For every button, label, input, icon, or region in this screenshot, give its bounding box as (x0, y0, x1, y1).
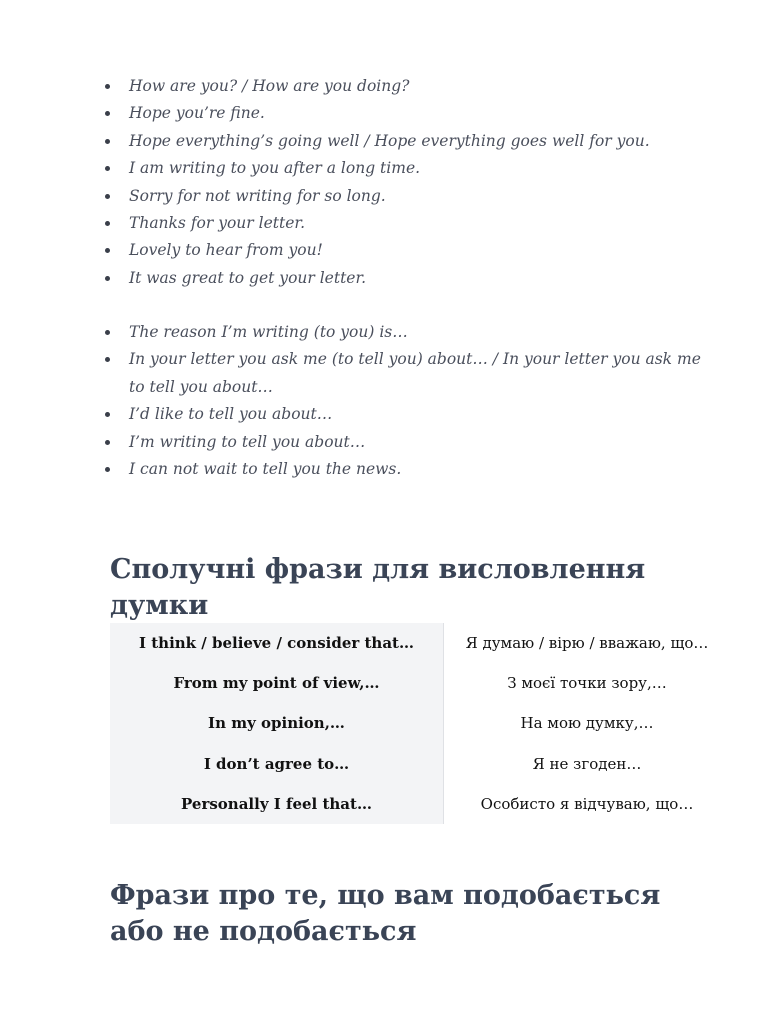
bullet-icon (105, 467, 110, 472)
list-item: Hope everything’s going well / Hope everything goes well for you. (0, 128, 768, 155)
ukrainian-translation: На мою думку,… (444, 703, 731, 743)
english-phrase: I think / believe / consider that… (110, 623, 444, 663)
table-row (110, 744, 730, 784)
bullet-icon (105, 276, 110, 281)
english-phrase: I don’t agree to… (110, 744, 444, 784)
list-item: Sorry for not writing for so long. (0, 183, 768, 210)
ukrainian-translation: З моєї точки зору,… (444, 663, 731, 703)
bullet-icon (105, 194, 110, 199)
bullet-icon (105, 412, 110, 417)
opinion-phrases-table (110, 623, 730, 824)
bullet-icon (105, 139, 110, 144)
section-heading-opinion: Сполучні фрази для висловлення думки (110, 554, 646, 621)
bullet-icon (105, 248, 110, 253)
list-item: It was great to get your letter. (0, 265, 768, 292)
table-row (110, 784, 730, 824)
bullet-icon (105, 166, 110, 171)
greetings-list (0, 73, 768, 292)
english-phrase: From my point of view,… (110, 663, 444, 703)
section-heading-likes: Фрази про те, що вам подобається або не подобається (110, 880, 661, 947)
ukrainian-translation: Особисто я відчуваю, що… (444, 784, 731, 824)
bullet-icon (105, 221, 110, 226)
ukrainian-translation: Я не згоден… (444, 744, 731, 784)
bullet-icon (105, 84, 110, 89)
bullet-icon (105, 111, 110, 116)
reasons-list (0, 319, 768, 483)
list-item: I’d like to tell you about… (0, 401, 768, 428)
list-item: The reason I’m writing (to you) is… (0, 319, 768, 346)
list-item: I can not wait to tell you the news. (0, 456, 768, 483)
list-item: Hope you’re fine. (0, 100, 768, 127)
list-item: Lovely to hear from you! (0, 237, 768, 264)
list-item: In your letter you ask me (to tell you) about… / In your letter you ask me to tell you about… (0, 346, 768, 401)
table-row (110, 703, 730, 743)
table-row (110, 663, 730, 703)
bullet-icon (105, 357, 110, 362)
list-item: I am writing to you after a long time. (0, 155, 768, 182)
ukrainian-translation: Я думаю / вірю / вважаю, що… (444, 623, 731, 663)
list-item: I’m writing to tell you about… (0, 429, 768, 456)
english-phrase: Personally I feel that… (110, 784, 444, 824)
table-row (110, 623, 730, 663)
bullet-icon (105, 440, 110, 445)
english-phrase: In my opinion,… (110, 703, 444, 743)
list-item: Thanks for your letter. (0, 210, 768, 237)
bullet-icon (105, 330, 110, 335)
list-item: How are you? / How are you doing? (0, 73, 768, 100)
